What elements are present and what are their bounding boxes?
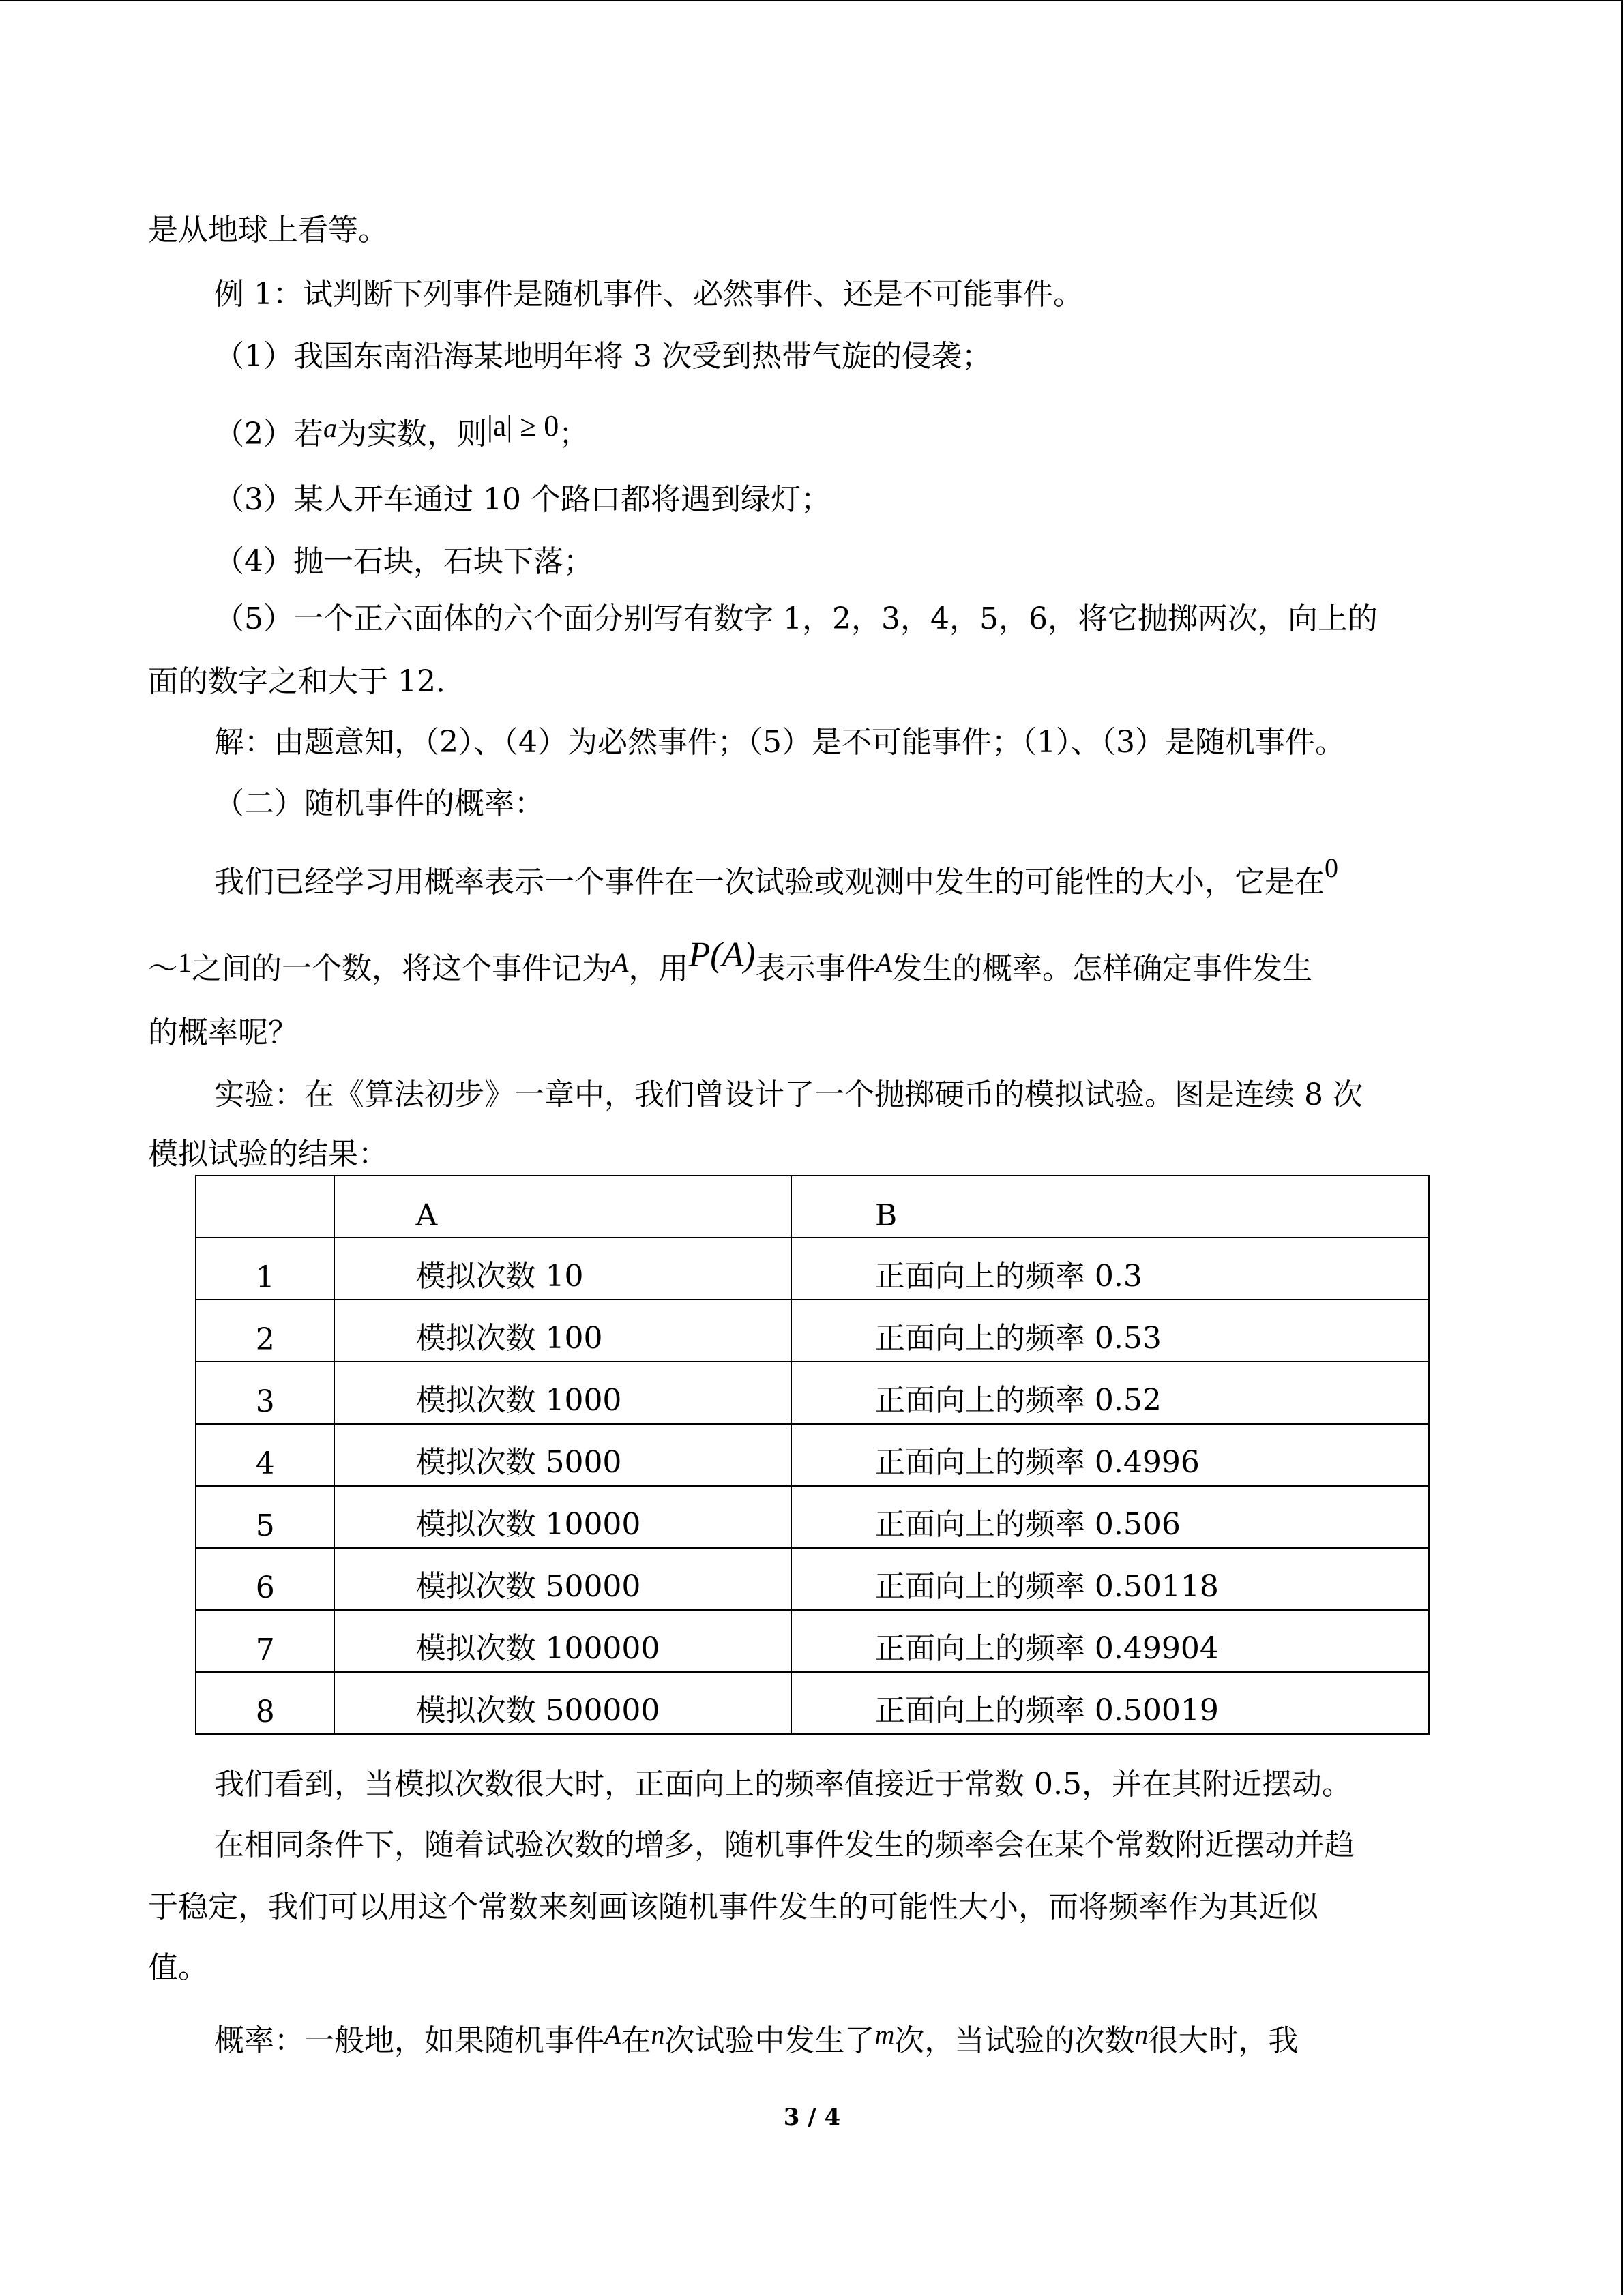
- frequency-cell: 正面向上的频率 0.49904: [791, 1610, 1429, 1672]
- probability-function: P(A): [688, 936, 756, 974]
- item-2-middle: 为实数，则: [337, 417, 487, 451]
- trial-count-cell: 模拟次数 10000: [334, 1486, 791, 1548]
- row-index-cell: 2: [196, 1300, 334, 1362]
- trial-count-cell: 模拟次数 50000: [334, 1548, 791, 1610]
- probability-definition: [214, 2016, 1298, 2060]
- frequency-cell: 正面向上的频率 0.506: [791, 1486, 1429, 1548]
- page-number: 3 / 4: [783, 2104, 841, 2131]
- stability-paragraph-line-3: 值。: [148, 1950, 208, 1985]
- simulation-results-table: [195, 1175, 1430, 1735]
- trial-count-cell: 模拟次数 1000: [334, 1362, 791, 1424]
- text-run: 很大时，我: [1148, 2023, 1299, 2058]
- text-run: 发生的概率。怎样确定事件发生: [892, 951, 1313, 986]
- header-cell: [196, 1176, 334, 1238]
- frequency-cell: 正面向上的频率 0.52: [791, 1362, 1429, 1424]
- example-item-5: （5）一个正六面体的六个面分别写有数字 1，2，3，4，5，6，将它抛掷两次，向上的: [214, 601, 1378, 636]
- trial-count-cell: 模拟次数 5000: [334, 1424, 791, 1486]
- row-index-cell: 8: [196, 1672, 334, 1734]
- text-run: ，用: [628, 951, 689, 986]
- variable-n: n: [1134, 2019, 1149, 2050]
- stability-paragraph-line-2: 于稳定，我们可以用这个常数来刻画该随机事件发生的可能性大小，而将频率作为其近似: [148, 1890, 1318, 1924]
- frequency-cell: 正面向上的频率 0.53: [791, 1300, 1429, 1362]
- table-row: [196, 1548, 1429, 1610]
- variable-a: a: [323, 413, 337, 443]
- example-item-4: （4）抛一石块，石块下落；: [214, 544, 593, 579]
- example-item-1: （1）我国东南沿海某地明年将 3 次受到热带气旋的侵袭；: [214, 339, 992, 374]
- probability-paragraph-line-1: [214, 849, 1338, 901]
- table-row: [196, 1486, 1429, 1548]
- paragraph-continuation: 是从地球上看等。: [148, 213, 388, 248]
- section-heading: （二）随机事件的概率：: [214, 786, 544, 821]
- text-run: 之间的一个数，将这个事件记为: [192, 951, 612, 986]
- variable-A: A: [875, 947, 893, 978]
- number-zero: 0: [1325, 852, 1338, 883]
- trial-count-cell: 模拟次数 500000: [334, 1672, 791, 1734]
- variable-n: n: [651, 2019, 665, 2050]
- table-row: [196, 1672, 1429, 1734]
- item-2-prefix: （2）若: [214, 417, 323, 451]
- variable-A: A: [604, 2019, 621, 2050]
- example-1-prompt: 例 1：试判断下列事件是随机事件、必然事件、还是不可能事件。: [214, 277, 1083, 312]
- text-run: 次试验中发生了: [664, 2023, 875, 2058]
- trial-count-cell: 模拟次数 100000: [334, 1610, 791, 1672]
- frequency-cell: 正面向上的频率 0.3: [791, 1238, 1429, 1300]
- table-row: [196, 1300, 1429, 1362]
- table-header-row: [196, 1176, 1429, 1238]
- row-index-cell: 7: [196, 1610, 334, 1672]
- text-run: 我们已经学习用概率表示一个事件在一次试验或观测中发生的可能性的大小，它是在: [214, 865, 1325, 899]
- table-row: [196, 1610, 1429, 1672]
- example-solution: 解：由题意知，（2）、（4）为必然事件；（5）是不可能事件；（1）、（3）是随机事件。: [214, 725, 1345, 760]
- example-item-3: （3）某人开车通过 10 个路口都将遇到绿灯；: [214, 482, 831, 517]
- table-row: [196, 1362, 1429, 1424]
- trial-count-cell: 模拟次数 100: [334, 1300, 791, 1362]
- row-index-cell: 6: [196, 1548, 334, 1610]
- row-index-cell: 1: [196, 1238, 334, 1300]
- row-index-cell: 3: [196, 1362, 334, 1424]
- example-item-5-cont: 面的数字之和大于 12．: [148, 664, 466, 699]
- stability-paragraph-line-1: 在相同条件下，随着试验次数的增多，随机事件发生的频率会在某个常数附近摆动并趋: [214, 1828, 1355, 1862]
- number-one: 1: [178, 947, 192, 978]
- experiment-intro: 实验：在《算法初步》一章中，我们曾设计了一个抛掷硬币的模拟试验。图是连续 8 次: [214, 1077, 1363, 1112]
- example-item-2: [214, 407, 589, 453]
- frequency-cell: 正面向上的频率 0.4996: [791, 1424, 1429, 1486]
- abs-inequality: |a| ≥ 0: [487, 409, 559, 443]
- header-cell: A: [334, 1176, 791, 1238]
- variable-m: m: [874, 2019, 895, 2050]
- text-run: 次，当试验的次数: [894, 2023, 1135, 2058]
- text-run: 概率：一般地，如果随机事件: [214, 2023, 604, 2058]
- table-row: [196, 1424, 1429, 1486]
- text-run: 表示事件: [755, 951, 876, 986]
- row-index-cell: 4: [196, 1424, 334, 1486]
- trial-count-cell: 模拟次数 10: [334, 1238, 791, 1300]
- text-run: 在: [621, 2023, 651, 2058]
- item-2-suffix: ；: [559, 417, 589, 451]
- frequency-cell: 正面向上的频率 0.50118: [791, 1548, 1429, 1610]
- frequency-cell: 正面向上的频率 0.50019: [791, 1672, 1429, 1734]
- probability-paragraph-line-3: 的概率呢？: [148, 1015, 298, 1050]
- probability-paragraph-line-2: [148, 936, 1312, 988]
- observation-paragraph: 我们看到，当模拟次数很大时，正面向上的频率值接近于常数 0.5，并在其附近摆动。: [214, 1767, 1352, 1802]
- experiment-intro-cont: 模拟试验的结果：: [148, 1137, 388, 1172]
- header-cell: B: [791, 1176, 1429, 1238]
- variable-A: A: [612, 947, 629, 978]
- tilde: ～: [148, 951, 178, 986]
- table-row: [196, 1238, 1429, 1300]
- row-index-cell: 5: [196, 1486, 334, 1548]
